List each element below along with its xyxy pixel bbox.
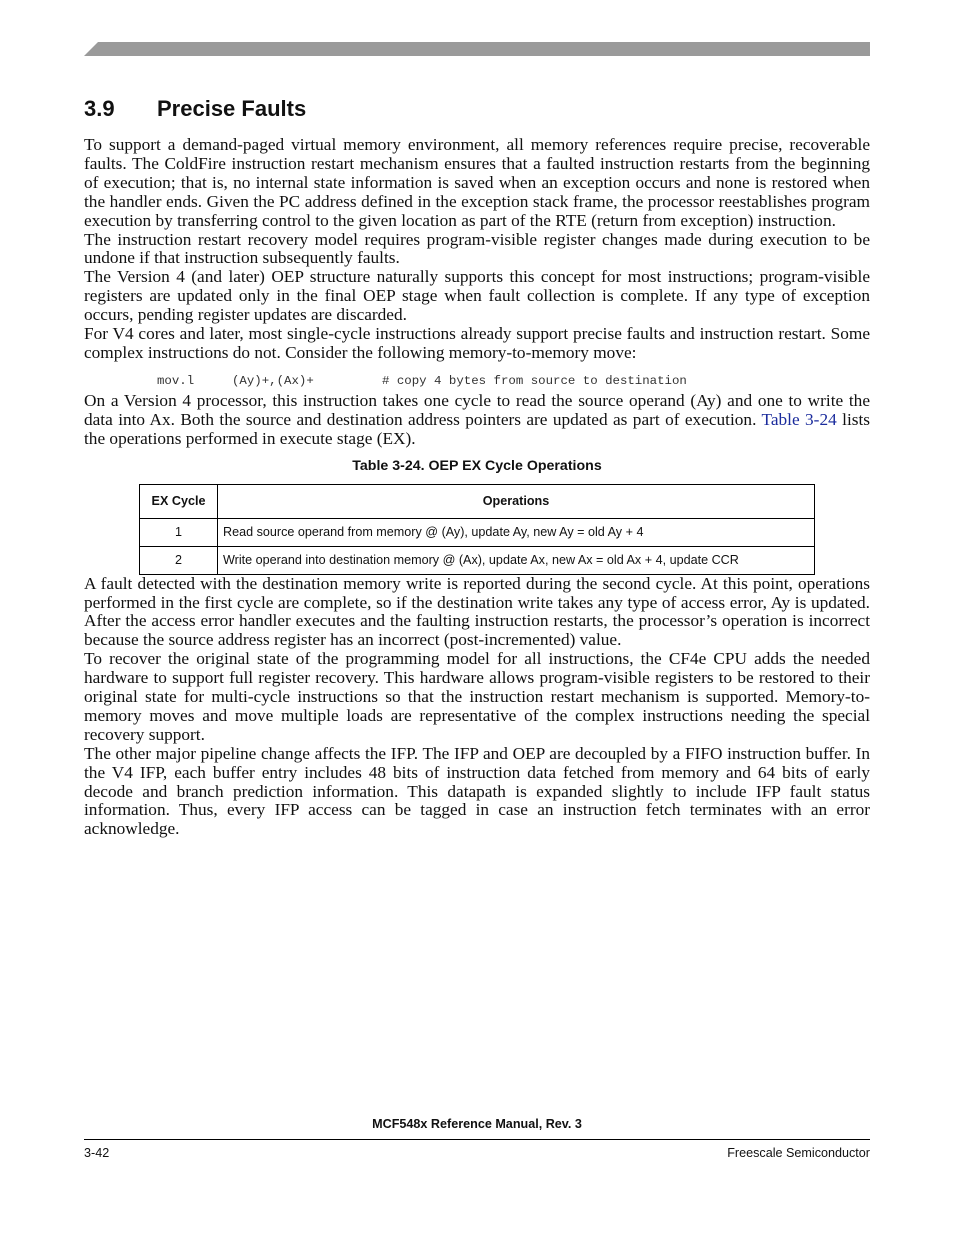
paragraph-3: The Version 4 (and later) OEP structure naturally supports this concept for most instructions; program-visible registers are updated only in the final OEP stage when fault collection is complete. If any type of exception occurs, pending register updates are discarded. [84, 267, 870, 325]
code-example [157, 374, 870, 392]
paragraph-2: The instruction restart recovery model requires program-visible register changes made during execution to be undone if that instruction subsequently faults. [84, 229, 870, 268]
paragraph-6: A fault detected with the destination memory write is reported during the second cycle. At this point, operations performed in the first cycle are complete, so if the destination write takes any type of access error, Ay is updated. After the access error handler executes and the faulting instruction restarts, the processor’s operation is incorrect because the source address register has an incorrect (post-incremented) value. [84, 573, 870, 650]
footer-company: Freescale Semiconductor [727, 1146, 870, 1160]
paragraph-5-text-before: On a Version 4 processor, this instruction takes one cycle to read the source operand (Ay) and one to write the data into Ax. Both the source and destination address pointers are updated as part of execution. [84, 390, 870, 429]
main-content [84, 136, 870, 839]
section-number: 3.9 [84, 96, 115, 121]
paragraph-4: For V4 cores and later, most single-cycle instructions already support precise faults and instruction restart. Some complex instructions do not. Consider the following memory-to-memory move: [84, 324, 870, 362]
table-header-row [140, 484, 815, 518]
cell-operation: Write operand into destination memory @ (Ax), update Ax, new Ax = old Ax + 4, update CCR [218, 546, 815, 574]
operations-table [139, 484, 815, 575]
code-mnemonic: mov.l [157, 373, 195, 388]
section-title: Precise Faults [157, 96, 307, 121]
header-operations: Operations [218, 484, 815, 518]
code-operands: (Ay)+,(Ax)+ [232, 373, 314, 388]
header-ex-cycle: EX Cycle [140, 484, 218, 518]
cell-cycle: 2 [140, 546, 218, 574]
cell-operation: Read source operand from memory @ (Ay), update Ay, new Ay = old Ay + 4 [218, 518, 815, 546]
table-row [140, 518, 815, 546]
paragraph-8: The other major pipeline change affects the IFP. The IFP and OEP are decoupled by a FIFO instruction buffer. In the V4 IFP, each buffer entry includes 48 bits of instruction data fetched from memory and 64 bits of early decode and branch prediction information. This datapath is expanded slightly to include IFP fault status information. Thus, every IFP access can be tagged in case an instruction fetch terminates with an error acknowledge. [84, 743, 870, 839]
table-reference-link[interactable]: Table 3-24 [761, 409, 837, 429]
table-title: Table 3-24. OEP EX Cycle Operations [352, 457, 602, 474]
paragraph-5-text-after: lists the operations performed in execute stage (EX). [84, 409, 871, 448]
paragraph-7: To recover the original state of the programming model for all instructions, the CF4e CPU adds the needed hardware to support full register recovery. This hardware allows program-visible registers to be restored to their original state for multi-cycle instructions so that the instruction restart mechanism is supported. Memory-to-memory moves and move multiple loads are representative of the complex instructions needing the special recovery support. [84, 649, 870, 744]
header-bar [84, 42, 870, 56]
footer-title: MCF548x Reference Manual, Rev. 3 [372, 1117, 582, 1131]
page-number: 3-42 [84, 1146, 110, 1160]
paragraph-5 [84, 392, 870, 449]
footer-divider [84, 1139, 870, 1140]
code-comment: # copy 4 bytes from source to destination [382, 373, 687, 388]
cell-cycle: 1 [140, 518, 218, 546]
section-heading [84, 96, 306, 122]
paragraph-1: To support a demand-paged virtual memory environment, all memory references require precise, recoverable faults. The ColdFire instruction restart mechanism ensures that a faulted instruction restarts from the beginning of execution; that is, no internal state information is saved when an exception occurs and none is restored when the handler ends. Given the PC address defined in the exception stack frame, the processor reestablishes program execution by transferring control to the given location as part of the RTE (return from exception) instruction. [84, 135, 870, 230]
table-row [140, 546, 815, 574]
